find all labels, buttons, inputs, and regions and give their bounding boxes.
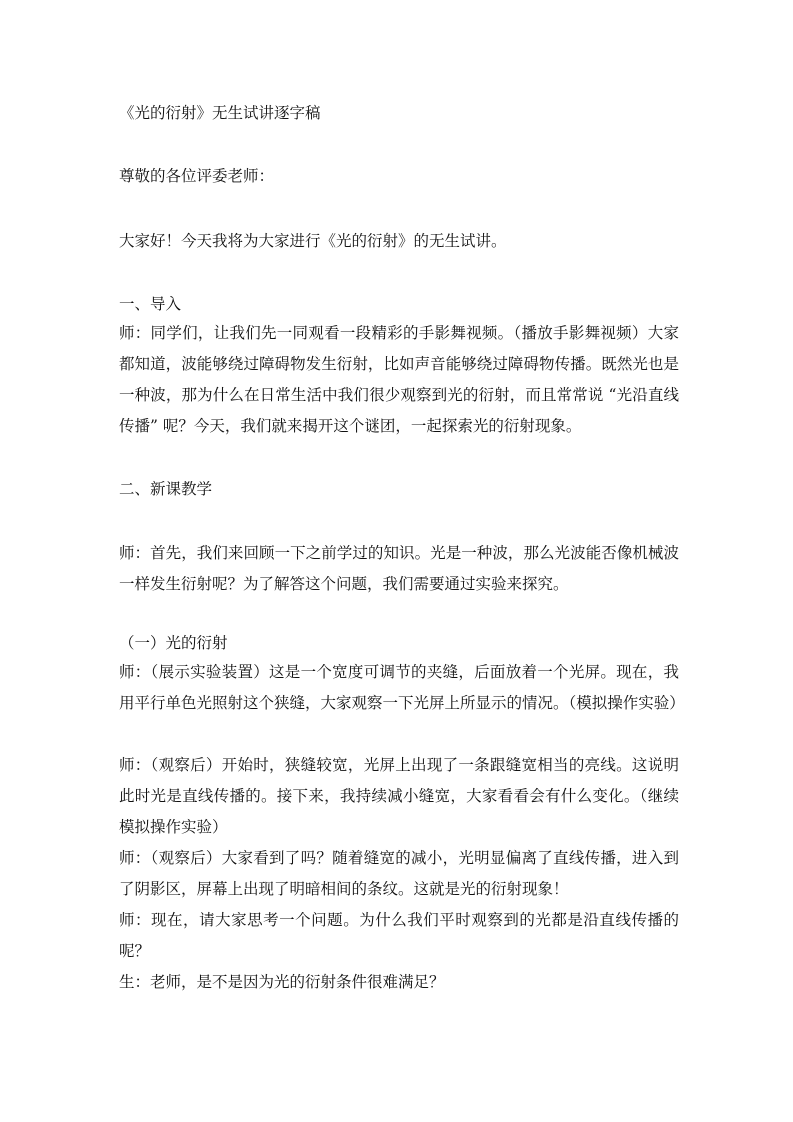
dialogue-paragraph-5: 生：老师，是不是因为光的衍射条件很难满足？ (119, 973, 445, 991)
dialogue-paragraph-3: 师：（观察后）大家看到了吗？随着缝宽的减小，光明显偏离了直线传播，进入到了阴影区，屏幕上出现了明暗相间的条纹。这就是光的衍射现象！ (119, 849, 679, 898)
dialogue-paragraph-1: 师：（展示实验装置）这是一个宽度可调节的夹缝，后面放着一个光屏。现在，我用平行单色光照射这个狭缝，大家观察一下光屏上所显示的情况。（模拟操作实验） (119, 663, 685, 712)
opening-line: 大家好！今天我将为大家进行《光的衍射》的无生试讲。 (119, 232, 507, 250)
greeting: 尊敬的各位评委老师： (119, 167, 275, 185)
new-lesson-paragraph: 师：首先，我们来回顾一下之前学过的知识。光是一种波，那么光波能否像机械波一样发生衍射呢？为了解答这个问题，我们需要通过实验来探究。 (119, 544, 679, 593)
subsection-heading-diffraction: （一）光的衍射 (119, 634, 228, 652)
document-title: 《光的衍射》无生试讲逐字稿 (119, 104, 321, 122)
dialogue-paragraph-4: 师：现在，请大家思考一个问题。为什么我们平时观察到的光都是沿直线传播的呢？ (119, 911, 679, 960)
dialogue-paragraph-2: 师：（观察后）开始时，狭缝较宽，光屏上出现了一条跟缝宽相当的亮线。这说明此时光是直线传播的。接下来，我持续减小缝宽，大家看看会有什么变化。（继续模拟操作实验） (119, 756, 679, 836)
section-heading-intro: 一、导入 (119, 295, 182, 313)
intro-paragraph: 师：同学们，让我们先一同观看一段精彩的手影舞视频。（播放手影舞视频）大家都知道，波能够绕过障碍物发生衍射，比如声音能够绕过障碍物传播。既然光也是一种波，那为什么在日常生活中我们很少观察到光的衍射，而且常常说 “光沿直线传播” 呢？今天，我们就来揭开这个谜团，一起探索光的衍射现象。 (119, 324, 679, 435)
section-heading-new-lesson: 二、新课教学 (119, 480, 213, 498)
